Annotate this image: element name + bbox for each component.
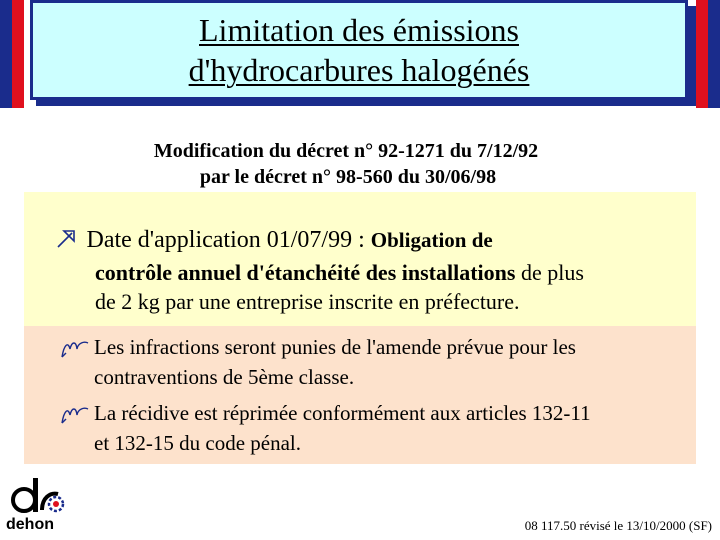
- point-3: [60, 398, 680, 458]
- point-1-bold-cont: contrôle annuel d'étanchéité des installations: [95, 260, 516, 285]
- pen-bullet-icon: [60, 337, 90, 367]
- arrow-bullet-icon: [56, 224, 85, 253]
- point-1-intro: Date d'application 01/07/99 :: [86, 227, 371, 253]
- pen-bullet-icon: [60, 403, 90, 433]
- point-1-bold-start: Obligation de: [370, 228, 493, 252]
- left-flag-blue: [0, 0, 12, 108]
- left-flag-red: [12, 0, 24, 108]
- point-3-text-a: La récidive est réprimée conformément aux articles 132-11: [94, 401, 591, 425]
- right-flag-blue: [708, 0, 720, 108]
- subtitle-line-1: Modification du décret n° 92-1271 du 7/12/92: [153, 140, 539, 162]
- point-2-text-b: contraventions de 5ème classe.: [94, 365, 355, 389]
- title-box: [30, 0, 688, 100]
- title-line-2: d'hydrocarbures halogénés: [188, 52, 530, 88]
- point-1-rest-a: de plus: [515, 260, 584, 285]
- logo-text: dehon: [6, 516, 54, 533]
- footer-reference: 08 117.50 révisé le 13/10/2000 (SF): [524, 518, 712, 533]
- point-2: [60, 332, 680, 392]
- point-2-text-a: Les infractions seront punies de l'amende prévue pour les: [94, 335, 576, 359]
- point-3-text-b: et 132-15 du code pénal.: [94, 431, 302, 455]
- point-1-continuation: [95, 258, 675, 316]
- title-line-1: Limitation des émissions: [199, 12, 519, 48]
- right-flag-red: [696, 0, 708, 108]
- point-1-first-line: [56, 224, 676, 255]
- subtitle-line-2: par le décret n° 98-560 du 30/06/98: [199, 166, 497, 188]
- point-1-rest-b: de 2 kg par une entreprise inscrite en préfecture.: [95, 289, 520, 314]
